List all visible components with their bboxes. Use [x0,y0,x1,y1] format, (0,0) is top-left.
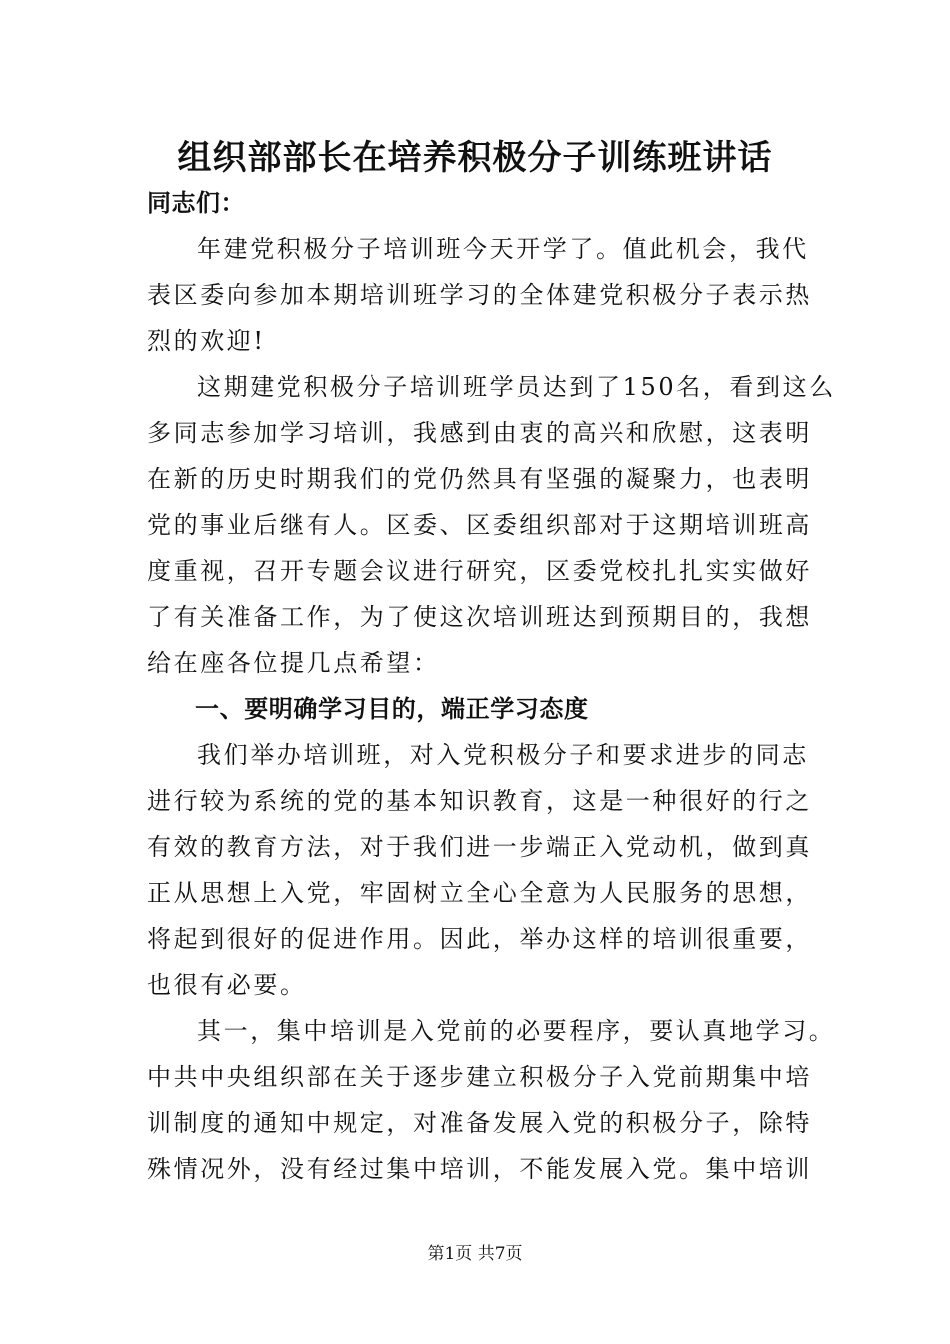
paragraph-line: 其一，集中培训是入党前的必要程序，要认真地学习。 [197,1017,836,1045]
paragraph-line: 我们举办培训班，对入党积极分子和要求进步的同志 [197,741,809,769]
paragraph-line: 给在座各位提几点希望： [147,649,440,677]
paragraph-line: 在新的历史时期我们的党仍然具有坚强的凝聚力，也表明 [147,465,812,493]
paragraph-line: 这期建党积极分子培训班学员达到了150名，看到这么 [197,373,836,401]
paragraph-line: 殊情况外，没有经过集中培训，不能发展入党。集中培训 [147,1155,812,1183]
paragraph-line: 有效的教育方法，对于我们进一步端正入党动机，做到真 [147,833,812,861]
paragraph-line: 进行较为系统的党的基本知识教育，这是一种很好的行之 [147,787,812,815]
paragraph-line: 烈的欢迎! [147,327,266,355]
paragraph-line: 将起到很好的促进作用。因此，举办这样的培训很重要， [147,925,812,953]
paragraph-line: 中共中央组织部在关于逐步建立积极分子入党前期集中培 [147,1063,812,1091]
paragraph-line: 了有关准备工作，为了使这次培训班达到预期目的，我想 [147,603,812,631]
paragraph-line: 年建党积极分子培训班今天开学了。值此机会，我代 [197,235,809,263]
salutation: 同志们： [147,189,245,217]
paragraph-line: 也很有必要。 [147,971,307,999]
paragraph-line: 党的事业后继有人。区委、区委组织部对于这期培训班高 [147,511,812,539]
page-number: 第1页 共7页 [427,1244,523,1264]
paragraph-line: 表区委向参加本期培训班学习的全体建党积极分子表示热 [147,281,812,309]
document-body [147,178,836,1192]
paragraph-line: 多同志参加学习培训，我感到由衷的高兴和欣慰，这表明 [147,419,812,447]
paragraph-line: 度重视，召开专题会议进行研究，区委党校扎扎实实做好 [147,557,812,585]
paragraph-line: 训制度的通知中规定，对准备发展入党的积极分子，除特 [147,1109,812,1137]
section-heading: 一、要明确学习目的，端正学习态度 [195,695,589,723]
document-title: 组织部部长在培养积极分子训练班讲话 [177,138,773,178]
paragraph-line: 正从思想上入党，牢固树立全心全意为人民服务的思想， [147,879,812,907]
